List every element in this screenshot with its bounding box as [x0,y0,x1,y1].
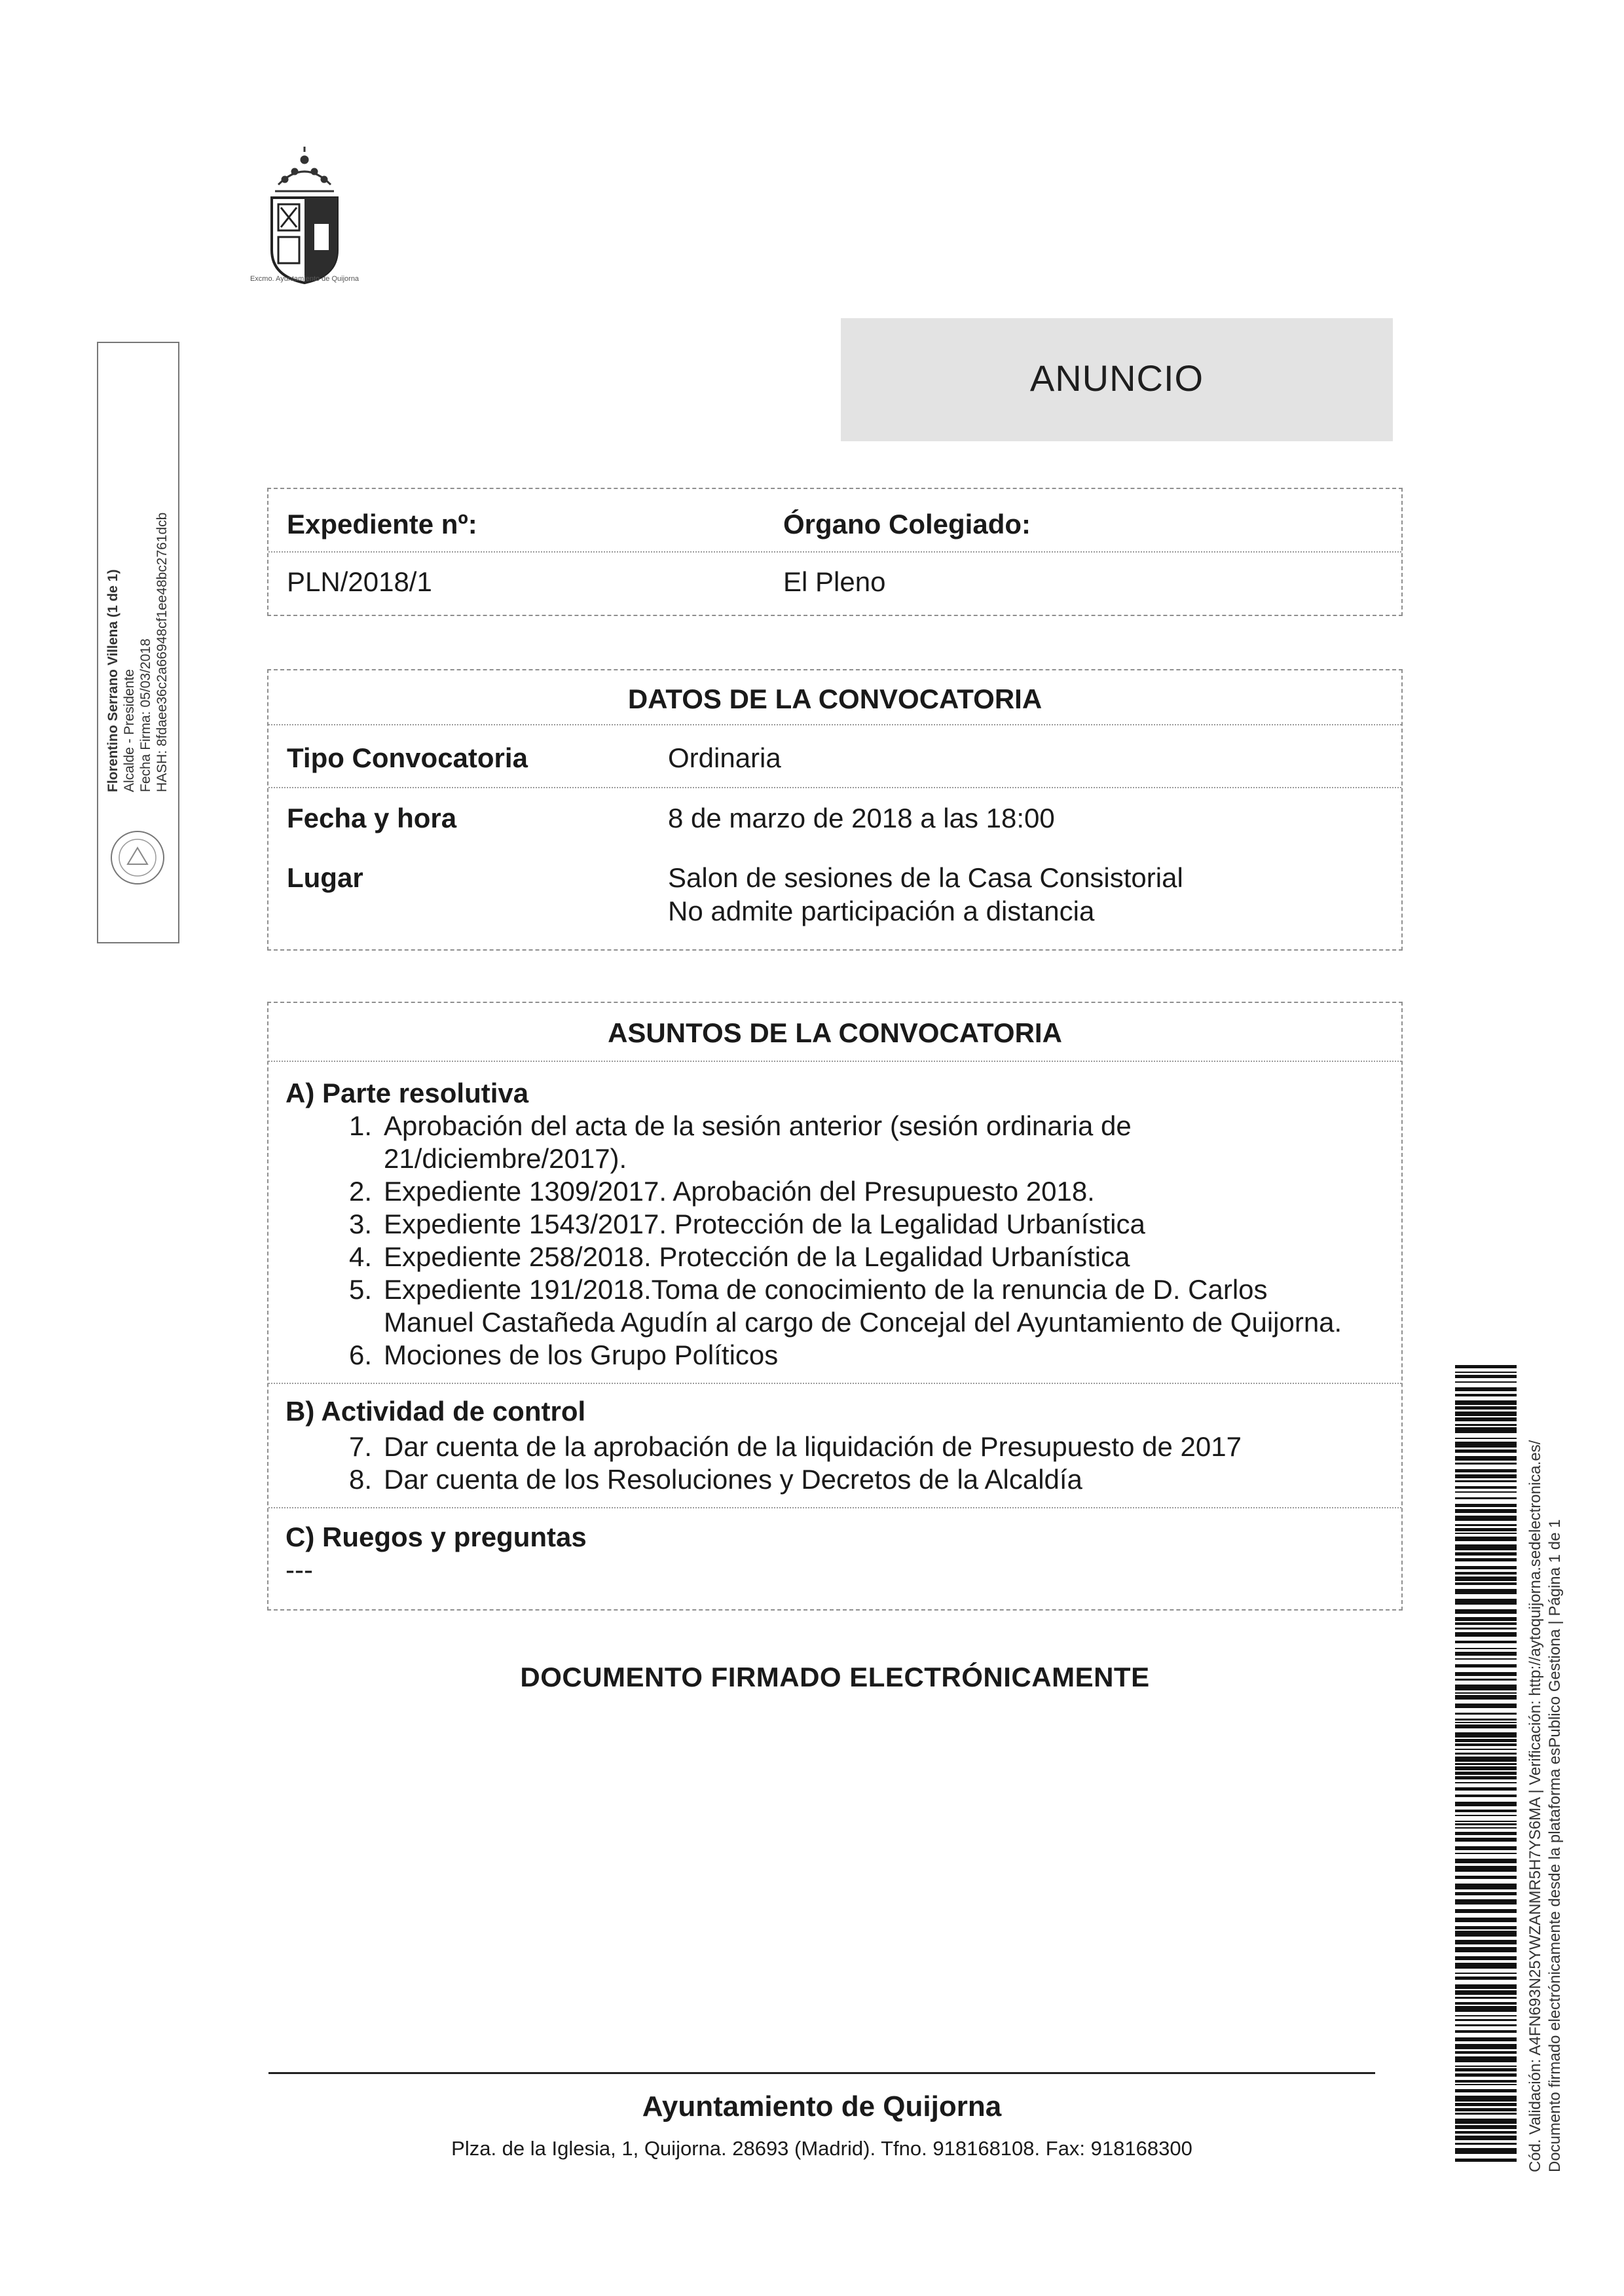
barcode-bar [1455,1997,1517,1999]
barcode-bar [1455,2080,1517,2083]
barcode-bar [1455,1486,1517,1489]
item-number: 2. [348,1176,372,1207]
item-number: 3. [348,1209,372,1239]
footer-divider [268,2072,1375,2074]
list-item [339,1339,1387,1372]
barcode-bar [1455,1589,1517,1594]
barcode-bar [1455,1956,1517,1960]
barcode-bar [1455,2044,1517,2049]
barcode-bar [1455,1859,1517,1863]
barcode-bar [1455,1973,1517,1974]
barcode-bar [1455,1658,1517,1660]
barcode-bar [1455,1753,1517,1755]
barcode-bar [1455,1641,1517,1643]
list-item [339,1208,1387,1241]
barcode-bar [1455,1802,1517,1806]
item-text: 21/diciembre/2017). [384,1143,627,1174]
barcode-bar [1455,2084,1517,2085]
barcode-bar [1455,1810,1517,1812]
barcode-bar [1455,1528,1517,1531]
barcode-bar [1455,1552,1517,1556]
datos-row-label: Tipo Convocatoria [287,742,528,773]
barcode-bar [1455,1685,1517,1690]
item-text: Dar cuenta de la aprobación de la liquidación de Presupuesto de 2017 [384,1431,1242,1462]
barcode-bar [1455,1375,1517,1378]
barcode-bar [1455,2113,1517,2115]
divider [268,1383,1401,1384]
barcode-bar [1455,1846,1517,1850]
barcode-bar [1455,1533,1517,1534]
barcode-bar [1455,1544,1517,1550]
item-text: Mociones de los Grupo Políticos [384,1339,779,1370]
barcode-bar [1455,1832,1517,1835]
barcode-bar [1455,1412,1517,1416]
expediente-label: Expediente nº: [287,509,477,539]
item-text: Expediente 1543/2017. Protección de la Legalidad Urbanística [384,1209,1145,1239]
barcode-bar [1455,1582,1517,1585]
divider [268,787,1401,788]
barcode-bar [1455,1722,1517,1723]
barcode-bar [1455,1387,1517,1391]
barcode-bar [1455,2096,1517,2102]
barcode-bar [1455,1940,1517,1944]
barcode-bar [1455,2037,1517,2041]
barcode-bar [1455,1609,1517,1614]
barcode-bar [1455,1648,1517,1649]
validation-line: Cód. Validación: A4FN693N25YWZANMR5H7YS6MA | Verificación: http://aytoquijorna.sedelectronica.es/ [1526,1440,1544,2172]
barcode-bar [1455,2148,1517,2154]
barcode-bar [1455,1491,1517,1493]
barcode-bar [1455,1576,1517,1581]
barcode-bar [1455,1516,1517,1521]
barcode-bar [1455,1787,1517,1791]
barcode-bar [1455,1679,1517,1681]
barcode-bar [1455,1926,1517,1929]
barcode-bar [1455,1463,1517,1465]
barcode-bar [1455,1497,1517,1499]
list-item [339,1241,1387,1273]
barcode-bar [1455,2015,1517,2016]
barcode-bar [1455,1704,1517,1708]
item-text: Manuel Castañeda Agudín al cargo de Concejal del Ayuntamiento de Quijorna. [384,1307,1342,1338]
barcode-bar [1455,1815,1517,1816]
section-heading: C) Ruegos y preguntas [286,1522,587,1552]
barcode-bar [1455,1558,1517,1561]
list-item [339,1430,1387,1463]
barcode-bar [1455,2159,1517,2162]
divider [268,724,1401,725]
barcode-bar [1455,1504,1517,1507]
barcode-bar [1455,2006,1517,2012]
list-item [339,1273,1387,1339]
barcode-bar [1455,1963,1517,1969]
signature-text [105,513,170,792]
barcode-bar [1455,1381,1517,1383]
barcode-bar [1455,1749,1517,1750]
coat-caption: Excmo. Ayuntamiento de Quijorna [249,275,360,283]
barcode-bar [1455,1628,1517,1630]
page-title: ANUNCIO [1029,357,1204,399]
barcode-bar [1455,1782,1517,1783]
barcode-bar [1455,2089,1517,2092]
barcode-bar [1455,1632,1517,1637]
footer-address: Plza. de la Iglesia, 1, Quijorna. 28693 (Madrid). Tfno. 918168108. Fax: 918168300 [451,2137,1192,2160]
barcode-bar [1455,1652,1517,1656]
barcode-bar [1455,1772,1517,1775]
barcode-bar [1455,2119,1517,2124]
barcode-bar [1455,1537,1517,1541]
item-number: 4. [348,1241,372,1272]
barcode-bar [1455,1622,1517,1625]
barcode-bar [1455,1442,1517,1448]
barcode-bar [1455,1474,1517,1478]
datos-row-label: Lugar [287,862,363,893]
signature-line: Florentino Serrano Villena (1 de 1) [105,569,120,792]
barcode-bar [1455,1427,1517,1433]
divider [268,1061,1401,1062]
divider [268,1507,1401,1508]
item-text: Dar cuenta de los Resoluciones y Decretos de la Alcaldía [384,1464,1082,1495]
barcode-bar [1455,1713,1517,1715]
barcode-bar [1455,1449,1517,1453]
barcode-bar [1455,2108,1517,2111]
datos-row-value-2: No admite participación a distancia [668,896,1095,926]
organo-value: El Pleno [783,566,886,597]
barcode-bar [1455,1599,1517,1605]
barcode-bar [1455,1977,1517,1980]
barcode-icon [1455,1365,1517,2169]
barcode-bar [1455,2125,1517,2129]
datos-row-label: Fecha y hora [287,803,457,833]
section-heading: A) Parte resolutiva [286,1078,529,1108]
organo-label: Órgano Colegiado: [783,509,1031,539]
barcode-bar [1455,1795,1517,1797]
divider [268,551,1401,553]
barcode-bar [1455,1424,1517,1426]
asuntos-title: ASUNTOS DE LA CONVOCATORIA [608,1017,1062,1048]
barcode-bar [1455,1892,1517,1895]
validation-line: Documento firmado electrónicamente desde la plataforma esPublico Gestiona | Página 1 de 1 [1546,1519,1564,2172]
datos-row-value: Ordinaria [668,742,781,773]
barcode-bar [1455,1743,1517,1746]
barcode-bar [1455,1990,1517,1995]
expediente-box [267,488,1403,616]
signed-notice: DOCUMENTO FIRMADO ELECTRÓNICAMENTE [520,1662,1150,1692]
barcode-bar [1455,1438,1517,1439]
list-item [339,1175,1387,1208]
barcode-bar [1455,1821,1517,1822]
expediente-value: PLN/2018/1 [287,566,432,597]
item-text: Expediente 258/2018. Protección de la Legalidad Urbanística [384,1241,1130,1272]
signature-line: Fecha Firma: 05/03/2018 [138,638,153,792]
signature-line: HASH: 8fdaee36c2a66948cf1ee48bc2761dcb [155,512,170,792]
asuntos-box [267,1002,1403,1611]
barcode-bar [1455,2002,1517,2005]
barcode-bar [1455,1776,1517,1779]
section-heading: B) Actividad de control [286,1396,586,1427]
item-number: 6. [348,1339,372,1370]
barcode-bar [1455,2136,1517,2140]
barcode-bar [1455,1739,1517,1742]
barcode-bar [1455,2131,1517,2134]
datos-row-value: 8 de marzo de 2018 a las 18:00 [668,803,1055,833]
barcode-bar [1455,2030,1517,2033]
item-number: 5. [348,1274,372,1305]
barcode-bar [1455,2051,1517,2054]
barcode-bar [1455,1766,1517,1770]
barcode-bar [1455,1866,1517,1872]
signature-line: Alcalde - Presidente [122,669,137,792]
barcode-bar [1455,2019,1517,2021]
barcode-bar [1455,1823,1517,1825]
barcode-bar [1455,1827,1517,1829]
barcode-bar [1455,1509,1517,1513]
list-item [339,1463,1387,1496]
barcode-bar [1455,1664,1517,1667]
barcode-bar [1455,1732,1517,1738]
barcode-bar [1455,1365,1517,1368]
item-text: Aprobación del acta de la sesión anterior (sesión ordinaria de [384,1110,1132,1141]
item-number: 1. [348,1110,372,1141]
barcode-bar [1455,2068,1517,2071]
item-number: 7. [348,1431,372,1462]
barcode-bar [1455,1884,1517,1889]
barcode-bar [1455,1876,1517,1879]
section-extra: --- [286,1554,313,1585]
barcode-bar [1455,1853,1517,1854]
barcode-bar [1455,1899,1517,1904]
barcode-bar [1455,1724,1517,1728]
barcode-bar [1455,1918,1517,1922]
barcode-bar [1455,1695,1517,1700]
barcode-bar [1455,1572,1517,1575]
validation-text [1526,1440,1565,2172]
barcode-bar [1455,1617,1517,1621]
barcode-bar [1455,1394,1517,1396]
barcode-bar [1455,2056,1517,2062]
barcode-bar [1455,2143,1517,2145]
barcode-bar [1455,2103,1517,2106]
footer-name: Ayuntamiento de Quijorna [642,2090,1002,2123]
barcode-bar [1455,1406,1517,1410]
coat-of-arms-icon [259,145,350,296]
barcode-bar [1455,1947,1517,1952]
datos-row-value: Salon de sesiones de la Casa Consistorial [668,862,1183,893]
barcode-bar [1455,1417,1517,1421]
list-item [339,1110,1387,1175]
barcode-bar [1455,1719,1517,1721]
barcode-bar [1455,1757,1517,1762]
barcode-bar [1455,1838,1517,1842]
barcode-bar [1455,2024,1517,2026]
barcode-bar [1455,1400,1517,1405]
barcode-bar [1455,1931,1517,1937]
item-number: 8. [348,1464,372,1495]
barcode-bar [1455,1480,1517,1482]
item-text: Expediente 1309/2017. Aprobación del Presupuesto 2018. [384,1176,1095,1207]
seal-icon [108,828,167,887]
datos-box [267,669,1403,951]
barcode-bar [1455,1469,1517,1472]
barcode-bar [1455,1372,1517,1373]
barcode-bar [1455,1763,1517,1765]
datos-title: DATOS DE LA CONVOCATORIA [627,683,1043,714]
barcode-bar [1455,1566,1517,1569]
barcode-bar [1455,1456,1517,1461]
barcode-bar [1455,1692,1517,1694]
barcode-bar [1455,2066,1517,2067]
barcode-bar [1455,1984,1517,1989]
item-text: Expediente 191/2018.Toma de conocimiento de la renuncia de D. Carlos [384,1274,1268,1305]
barcode-bar [1455,2073,1517,2077]
barcode-bar [1455,1524,1517,1526]
barcode-bar [1455,1672,1517,1676]
barcode-bar [1455,1909,1517,1913]
